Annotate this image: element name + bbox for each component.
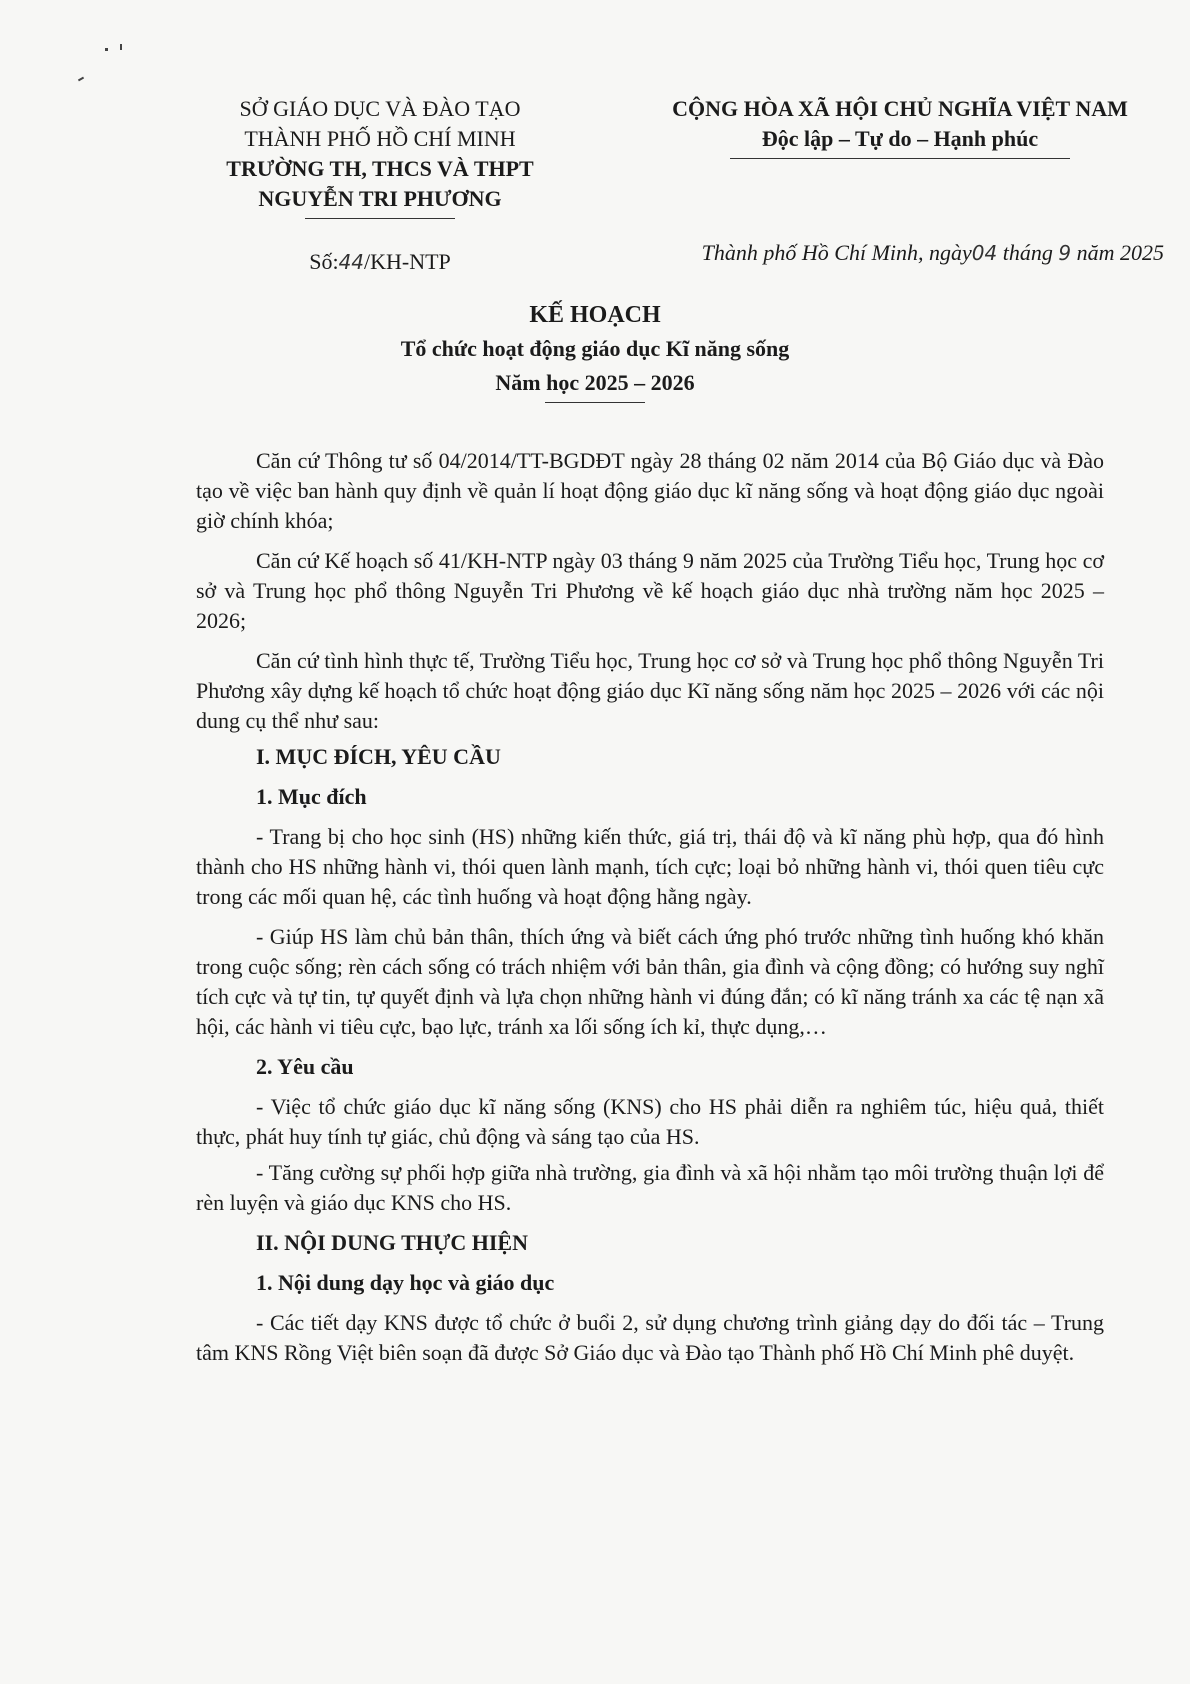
national-motto: Độc lập – Tự do – Hạnh phúc <box>761 126 1039 151</box>
agency-department: SỞ GIÁO DỤC VÀ ĐÀO TẠO <box>239 96 521 121</box>
header-left-divider <box>305 218 455 219</box>
issuing-agency-block <box>180 94 580 277</box>
document-number <box>180 247 580 277</box>
scan-speck <box>120 44 122 50</box>
document-title: KẾ HOẠCH <box>529 302 661 328</box>
date-month-handwritten: 9 <box>1058 241 1072 265</box>
school-name-line1: TRƯỜNG TH, THCS VÀ THPT <box>226 156 534 181</box>
document-date <box>702 240 1164 266</box>
document-subtitle: Tổ chức hoạt động giáo dục Kĩ năng sống <box>400 336 790 361</box>
date-prefix: Thành phố Hồ Chí Minh, ngày <box>701 240 972 265</box>
national-header-block <box>620 94 1180 159</box>
legal-basis-paragraph: Căn cứ tình hình thực tế, Trường Tiểu học, Trung học cơ sở và Trung học phổ thông Nguyễn Tri Phương xây dựng kế hoạch tổ chức hoạt động giáo dục Kĩ năng sống năm học 2025 – 2026 với các nội dung cụ thể như sau: <box>196 648 1104 733</box>
subsection-heading: 1. Nội dung dạy học và giáo dục <box>256 1270 555 1295</box>
legal-basis-paragraph: Căn cứ Kế hoạch số 41/KH-NTP ngày 03 tháng 9 năm 2025 của Trường Tiểu học, Trung học cơ sở và Trung học phổ thông Nguyễn Tri Phương về kế hoạch giáo dục nhà trường năm học 2025 – 2026; <box>196 548 1104 633</box>
body-paragraph: - Tăng cường sự phối hợp giữa nhà trường, gia đình và xã hội nhằm tạo môi trường thuận lợi để rèn luyện và giáo dục KNS cho HS. <box>196 1160 1104 1215</box>
body-paragraph: - Giúp HS làm chủ bản thân, thích ứng và biết cách ứng phó trước những tình huống khó khăn trong cuộc sống; rèn cách sống có trách nhiệm với bản thân, gia đình và cộng đồng; có hướng suy nghĩ tích cực và tự tin, tự quyết định và lựa chọn những hành vi đúng đắn; có kĩ năng tránh xa các tệ nạn xã hội, các hành vi tiêu cực, bạo lực, tránh xa lối sống ích kỉ, thực dụng,… <box>196 924 1104 1039</box>
body-paragraph: - Các tiết dạy KNS được tổ chức ở buổi 2, sử dụng chương trình giảng dạy do đối tác – Trung tâm KNS Rồng Việt biên soạn đã được Sở Giáo dục và Đào tạo Thành phố Hồ Chí Minh phê duyệt. <box>196 1310 1104 1365</box>
school-name-line2: NGUYỄN TRI PHƯƠNG <box>258 186 502 211</box>
document-number-suffix: /KH-NTP <box>364 249 451 274</box>
title-divider <box>545 402 645 403</box>
subsection-heading: 2. Yêu cầu <box>256 1054 354 1079</box>
scan-speck <box>105 48 108 51</box>
document-body <box>196 446 1104 1378</box>
country-name: CỘNG HÒA XÃ HỘI CHỦ NGHĨA VIỆT NAM <box>672 96 1128 121</box>
section-heading: II. NỘI DUNG THỰC HIỆN <box>256 1230 528 1255</box>
header-right-divider <box>730 158 1070 159</box>
scan-speck <box>78 77 84 82</box>
document-title-block <box>0 298 1190 403</box>
body-paragraph: - Việc tổ chức giáo dục kĩ năng sống (KNS) cho HS phải diễn ra nghiêm túc, hiệu quả, thiết thực, phát huy tính tự giác, chủ động và sáng tạo của HS. <box>196 1094 1104 1149</box>
legal-basis-paragraph: Căn cứ Thông tư số 04/2014/TT-BGDĐT ngày 28 tháng 02 năm 2014 của Bộ Giáo dục và Đào tạo về việc ban hành quy định về quản lí hoạt động giáo dục kĩ năng sống và hoạt động giáo dục ngoài giờ chính khóa; <box>196 448 1104 533</box>
document-number-handwritten: 44 <box>338 250 365 274</box>
body-paragraph: - Trang bị cho học sinh (HS) những kiến thức, giá trị, thái độ và kĩ năng phù hợp, qua đó hình thành cho HS những hành vi, thói quen lành mạnh, tích cực; loại bỏ những hành vi, thói quen tiêu cực trong các mối quan hệ, các tình huống và hoạt động hằng ngày. <box>196 824 1104 909</box>
date-day-handwritten: 04 <box>971 241 998 265</box>
date-year: năm 2025 <box>1076 240 1164 265</box>
document-number-prefix: Số: <box>309 249 339 274</box>
agency-city: THÀNH PHỐ HỒ CHÍ MINH <box>244 126 516 151</box>
date-month-label: tháng <box>1002 240 1053 265</box>
section-heading: I. MỤC ĐÍCH, YÊU CẦU <box>256 744 501 769</box>
school-year: Năm học 2025 – 2026 <box>495 370 695 395</box>
subsection-heading: 1. Mục đích <box>256 784 367 809</box>
